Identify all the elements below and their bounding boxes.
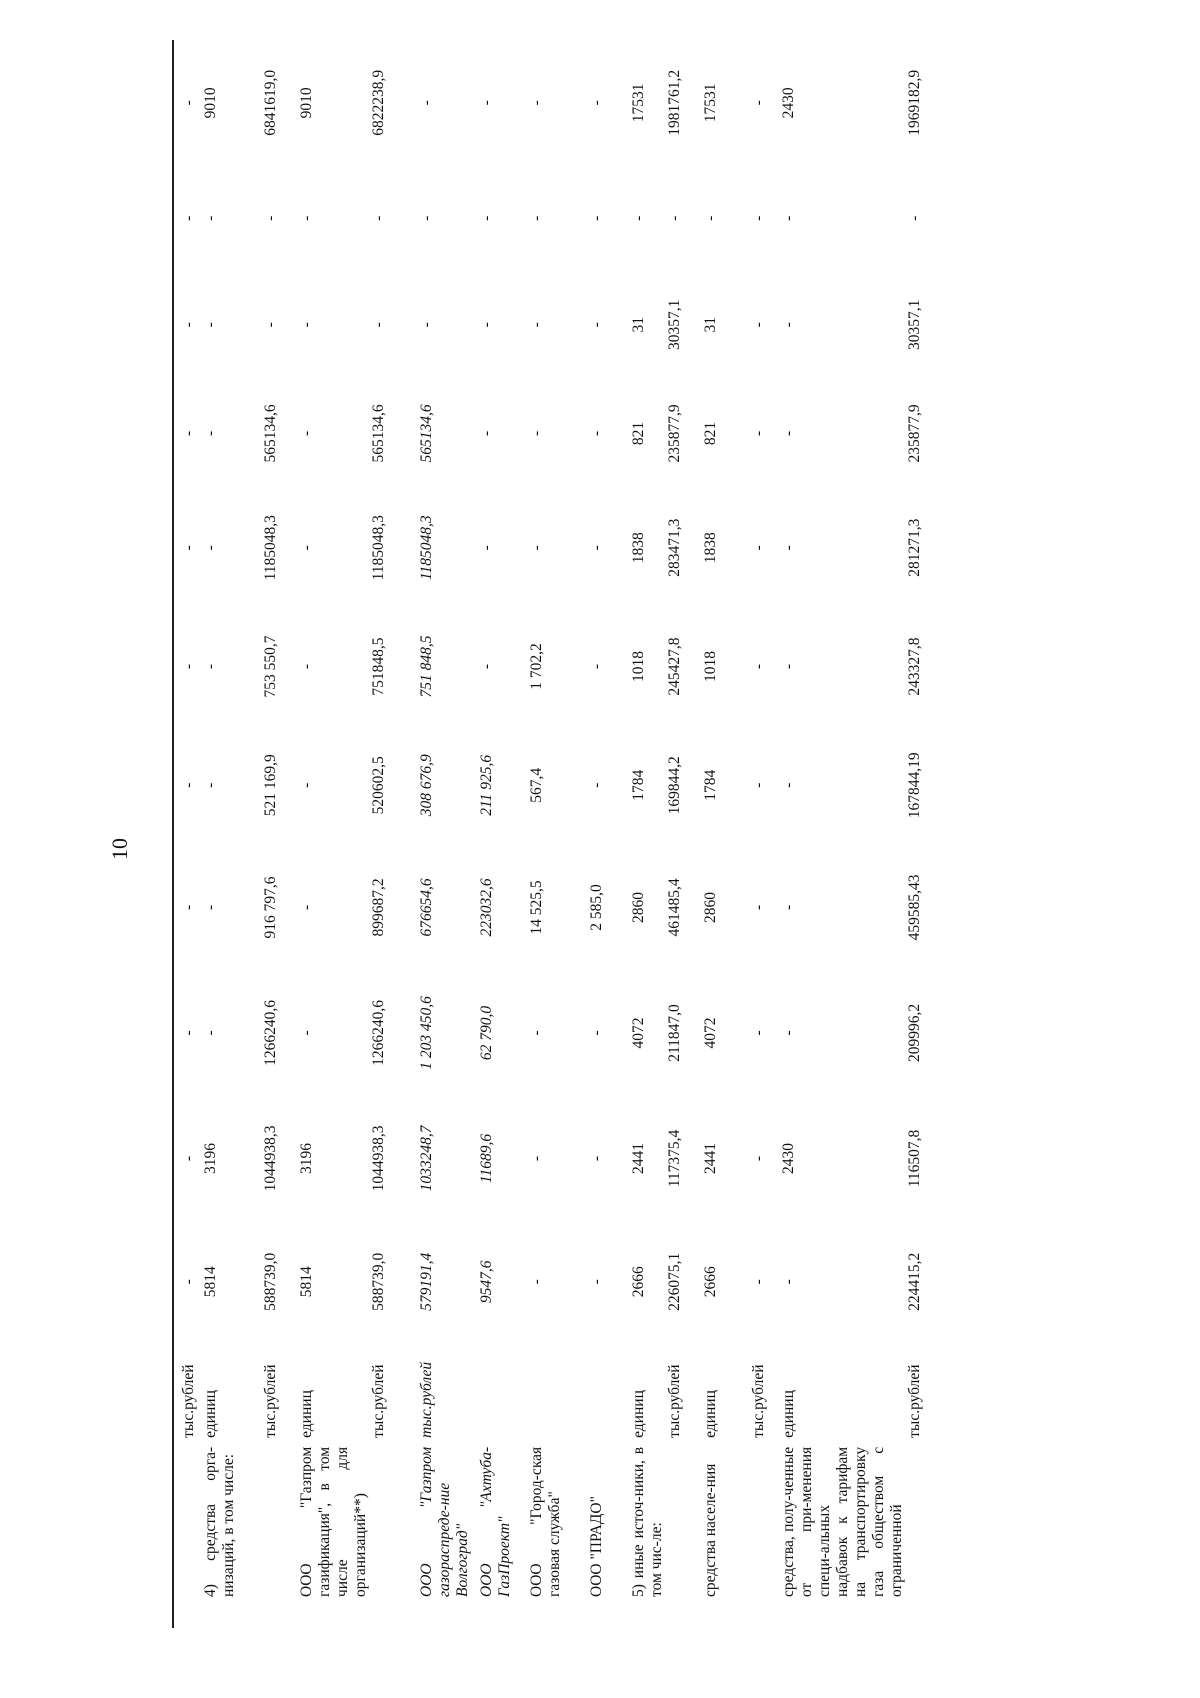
unit-cell: [588, 1342, 630, 1441]
value-cell: 565134,6: [370, 404, 387, 463]
value-cell: -: [588, 322, 605, 328]
value-cell: 751848,5: [370, 637, 387, 696]
row-label: средства, полу-ченные от при-менения специ-альных надбавок к тарифам на транспортировку газа обществом с ограниченной: [780, 1446, 905, 1597]
value-cell: -: [750, 215, 767, 221]
value-cell: -: [298, 430, 315, 437]
value-cell: 1266240,6: [370, 1000, 387, 1066]
value-cell: -: [478, 322, 495, 328]
value-cell: 2430: [780, 1142, 797, 1174]
value-cell: -: [588, 663, 605, 670]
value-cell: -: [780, 430, 797, 437]
value-cell: -: [780, 904, 797, 911]
value-cell: -: [702, 215, 719, 221]
value-cell: -: [202, 430, 219, 437]
unit-cell: тыс.рублей: [750, 1364, 767, 1438]
value-cell: 9547,6: [478, 1260, 495, 1304]
value-cell: -: [202, 1030, 219, 1036]
value-cell: -: [528, 1155, 545, 1162]
value-cell: 30357,1: [906, 299, 923, 350]
value-cell: 1018: [702, 651, 719, 683]
value-cell: -: [630, 215, 647, 221]
value-cell: -: [588, 545, 605, 551]
value-cell: -: [202, 322, 219, 328]
value-cell: -: [180, 1279, 197, 1285]
value-cell: -: [180, 322, 197, 328]
value-cell: -: [298, 1030, 315, 1036]
value-cell: 167844,19: [906, 752, 923, 819]
value-cell: 1981761,2: [666, 69, 683, 136]
value-cell: -: [298, 545, 315, 551]
value-cell: -: [180, 904, 197, 911]
value-cell: 565134,6: [418, 404, 435, 463]
value-cell: -: [750, 1279, 767, 1285]
table-row: [370, 40, 418, 1600]
value-cell: -: [750, 1030, 767, 1036]
value-cell: -: [202, 545, 219, 551]
value-cell: -: [180, 100, 197, 106]
value-cell: 31: [702, 317, 719, 333]
value-cell: 579191,4: [418, 1252, 435, 1311]
value-cell: -: [588, 1279, 605, 1285]
value-cell: -: [528, 100, 545, 106]
row-label: [906, 1441, 942, 1600]
value-cell: 2666: [702, 1266, 719, 1298]
value-cell: 5814: [202, 1266, 219, 1298]
table-border-line: [172, 40, 174, 1628]
value-cell: 899687,2: [370, 878, 387, 937]
value-cell: -: [588, 1030, 605, 1036]
value-cell: 1 203 450,6: [418, 996, 435, 1070]
row-label: ООО "Газпром газораспреде-ние Волгоград": [418, 1446, 471, 1597]
value-cell: -: [588, 100, 605, 106]
value-cell: -: [780, 782, 797, 788]
value-cell: -: [418, 215, 435, 221]
value-cell: -: [750, 1155, 767, 1162]
value-cell: -: [370, 322, 387, 328]
table-row: [666, 40, 702, 1600]
value-cell: -: [202, 782, 219, 788]
value-cell: -: [528, 430, 545, 437]
unit-cell: единиц: [202, 1390, 219, 1438]
value-cell: 9010: [202, 87, 219, 119]
financing-table: [180, 40, 942, 1600]
value-cell: 235877,9: [906, 404, 923, 463]
unit-cell: тыс.рублей: [906, 1364, 923, 1438]
value-cell: 283471,3: [666, 518, 683, 577]
unit-cell: тыс.рублей: [262, 1364, 279, 1438]
value-cell: 4072: [630, 1017, 647, 1049]
value-cell: -: [528, 322, 545, 328]
value-cell: 1044938,3: [262, 1125, 279, 1192]
unit-cell: [528, 1342, 588, 1441]
value-cell: -: [780, 1279, 797, 1285]
row-label: средства населе-ния: [702, 1463, 719, 1597]
table-row: [528, 40, 588, 1600]
value-cell: -: [528, 545, 545, 551]
value-cell: 30357,1: [666, 299, 683, 350]
value-cell: 31: [630, 317, 647, 333]
table-row: [588, 40, 630, 1600]
table-row: [780, 40, 906, 1600]
value-cell: -: [180, 430, 197, 437]
value-cell: 235877,9: [666, 404, 683, 463]
value-cell: 1033248,7: [418, 1125, 435, 1192]
value-cell: 565134,6: [262, 404, 279, 463]
value-cell: -: [528, 1030, 545, 1036]
value-cell: 6841619,0: [262, 69, 279, 136]
value-cell: -: [298, 904, 315, 911]
value-cell: -: [180, 545, 197, 551]
table-row: [418, 40, 478, 1600]
value-cell: -: [780, 322, 797, 328]
value-cell: -: [750, 904, 767, 911]
value-cell: 224415,2: [906, 1252, 923, 1311]
value-cell: 211 925,6: [478, 754, 495, 816]
table-row: [202, 40, 262, 1600]
unit-cell: тыс.рублей: [180, 1364, 197, 1438]
table-row: [298, 40, 370, 1600]
value-cell: -: [750, 430, 767, 437]
value-cell: 1 702,2: [528, 643, 545, 690]
value-cell: -: [180, 1155, 197, 1162]
value-cell: -: [298, 322, 315, 328]
value-cell: 3196: [202, 1142, 219, 1174]
value-cell: -: [780, 663, 797, 670]
value-cell: 209996,2: [906, 1003, 923, 1063]
value-cell: -: [180, 1030, 197, 1036]
row-label: ООО "ПРАДО": [588, 1496, 605, 1597]
value-cell: 1185048,3: [262, 515, 279, 581]
row-label: [370, 1441, 418, 1600]
value-cell: 2 585,0: [588, 884, 605, 931]
row-label: [666, 1441, 702, 1600]
value-cell: -: [370, 215, 387, 221]
table-row: [630, 40, 666, 1600]
value-cell: -: [528, 1279, 545, 1285]
value-cell: -: [478, 100, 495, 106]
page-number: 10: [107, 838, 132, 860]
value-cell: -: [750, 322, 767, 328]
row-label: ООО "Город-ская газовая служба": [528, 1446, 563, 1597]
value-cell: 245427,8: [666, 637, 683, 696]
value-cell: 2441: [630, 1142, 647, 1174]
value-cell: -: [906, 215, 923, 221]
value-cell: 223032,6: [478, 878, 495, 937]
table-row: [180, 40, 202, 1600]
table-row: [750, 40, 780, 1600]
row-label: [180, 1441, 202, 1600]
value-cell: 1266240,6: [262, 1000, 279, 1066]
row-label: 5) иные источ-ники, в том чис-ле:: [630, 1446, 665, 1597]
unit-cell: тыс.рублей: [666, 1364, 683, 1438]
value-cell: 6822238,9: [370, 69, 387, 136]
value-cell: -: [588, 215, 605, 221]
value-cell: -: [262, 215, 279, 221]
table-row: [262, 40, 298, 1600]
value-cell: 308 676,9: [418, 754, 435, 817]
unit-cell: тыс.рублей: [418, 1361, 435, 1438]
value-cell: -: [666, 215, 683, 221]
value-cell: -: [478, 430, 495, 437]
value-cell: -: [780, 545, 797, 551]
value-cell: 1784: [702, 769, 719, 801]
value-cell: 1185048,3: [418, 515, 435, 581]
value-cell: 567,4: [528, 767, 545, 803]
value-cell: -: [588, 782, 605, 788]
unit-cell: единиц: [702, 1390, 719, 1438]
value-cell: 753 550,7: [262, 635, 279, 698]
value-cell: -: [588, 1155, 605, 1162]
value-cell: 588739,0: [370, 1252, 387, 1311]
value-cell: 226075,1: [666, 1252, 683, 1311]
value-cell: 117375,4: [666, 1129, 683, 1188]
table-row: [478, 40, 528, 1600]
value-cell: 2860: [630, 891, 647, 923]
unit-cell: тыс.рублей: [370, 1364, 387, 1438]
value-cell: -: [298, 663, 315, 670]
unit-cell: единиц: [630, 1390, 647, 1438]
value-cell: 459585,43: [906, 874, 923, 941]
row-label: [262, 1441, 298, 1600]
value-cell: -: [298, 215, 315, 221]
value-cell: 14 525,5: [528, 880, 545, 935]
value-cell: 751 848,5: [418, 635, 435, 698]
value-cell: -: [202, 663, 219, 670]
value-cell: 169844,2: [666, 756, 683, 815]
row-label: ООО "Ахтуба-ГазПроект": [478, 1446, 513, 1597]
value-cell: 588739,0: [262, 1252, 279, 1311]
value-cell: 4072: [702, 1017, 719, 1049]
value-cell: -: [750, 663, 767, 670]
value-cell: -: [202, 215, 219, 221]
value-cell: 3196: [298, 1142, 315, 1174]
value-cell: 211847,0: [666, 1004, 683, 1062]
value-cell: -: [478, 215, 495, 221]
value-cell: 1784: [630, 769, 647, 801]
unit-cell: единиц: [780, 1390, 797, 1438]
value-cell: 243327,8: [906, 637, 923, 696]
value-cell: 821: [702, 421, 719, 446]
unit-cell: [478, 1342, 528, 1441]
value-cell: -: [750, 782, 767, 788]
value-cell: 1969182,9: [906, 69, 923, 136]
value-cell: -: [202, 904, 219, 911]
value-cell: 2441: [702, 1142, 719, 1174]
value-cell: 461485,4: [666, 878, 683, 937]
value-cell: 2666: [630, 1266, 647, 1298]
value-cell: -: [478, 663, 495, 670]
value-cell: -: [588, 430, 605, 437]
value-cell: -: [298, 782, 315, 788]
value-cell: 520602,5: [370, 756, 387, 815]
row-label: [750, 1441, 780, 1600]
value-cell: 281271,3: [906, 518, 923, 577]
value-cell: 116507,8: [906, 1129, 923, 1188]
value-cell: -: [750, 545, 767, 551]
value-cell: -: [180, 782, 197, 788]
value-cell: -: [180, 663, 197, 670]
value-cell: 1044938,3: [370, 1125, 387, 1192]
row-label: 4) средства орга-низаций, в том числе:: [202, 1446, 237, 1597]
value-cell: 521 169,9: [262, 754, 279, 817]
value-cell: 1018: [630, 651, 647, 683]
value-cell: -: [478, 545, 495, 551]
table-row: [906, 40, 942, 1600]
value-cell: 821: [630, 421, 647, 446]
unit-cell: единиц: [298, 1390, 315, 1438]
rotated-table-container: [180, 40, 1040, 1600]
value-cell: -: [780, 1030, 797, 1036]
value-cell: 2860: [702, 891, 719, 923]
value-cell: 676654,6: [418, 878, 435, 937]
value-cell: 1838: [630, 532, 647, 564]
value-cell: -: [262, 322, 279, 328]
value-cell: -: [418, 100, 435, 106]
value-cell: 2430: [780, 87, 797, 119]
table-row: [702, 40, 750, 1600]
value-cell: 11689,6: [478, 1133, 495, 1184]
value-cell: 9010: [298, 87, 315, 119]
value-cell: -: [780, 215, 797, 221]
value-cell: -: [528, 215, 545, 221]
value-cell: -: [750, 100, 767, 106]
value-cell: 5814: [298, 1266, 315, 1298]
value-cell: 17531: [630, 83, 647, 123]
value-cell: 1838: [702, 532, 719, 564]
value-cell: -: [418, 322, 435, 328]
value-cell: 916 797,6: [262, 876, 279, 939]
value-cell: 1185048,3: [370, 515, 387, 581]
value-cell: 17531: [702, 83, 719, 123]
row-label: ООО "Газпром газификация", в том числе для организаций**): [298, 1446, 369, 1597]
value-cell: 62 790,0: [478, 1005, 495, 1061]
value-cell: -: [180, 215, 197, 221]
